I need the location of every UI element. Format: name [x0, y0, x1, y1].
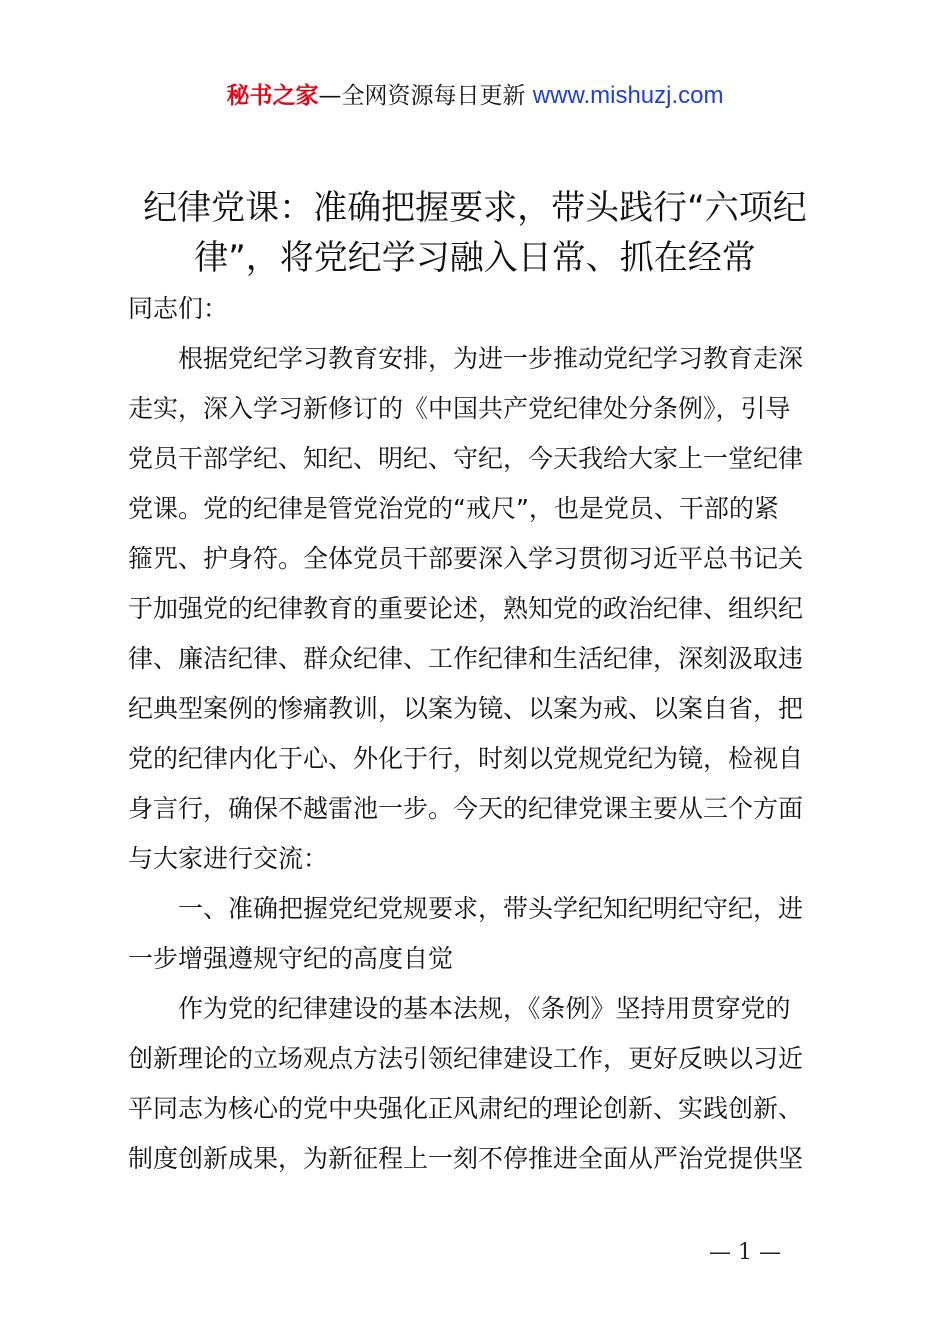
salutation: 同志们：	[128, 294, 229, 323]
body-line: 作为党的纪律建设的基本法规，《条例》坚持用贯穿党的	[178, 994, 791, 1023]
body-line: 纪典型案例的惨痛教训，以案为镜、以案为戒、以案自省，把	[128, 694, 804, 723]
section-heading-line: 一步增强遵规守纪的高度自觉	[128, 944, 454, 973]
body-line: 创新理论的立场观点方法引领纪律建设工作，更好反映以习近	[128, 1044, 804, 1073]
site-brand: 秘书之家	[226, 83, 319, 109]
body-line: 根据党纪学习教育安排，为进一步推动党纪学习教育走深	[178, 344, 804, 373]
body-line: 党课。党的纪律是管党治党的“戒尺”，也是党员、干部的紧	[128, 494, 779, 523]
document-title	[100, 183, 850, 283]
body-line: 走实，深入学习新修订的《中国共产党纪律处分条例》，引导	[128, 394, 791, 423]
body-line: 党的纪律内化于心、外化于行，时刻以党规党纪为镜，检视自	[128, 744, 804, 773]
document-body	[128, 284, 834, 1184]
body-line: 律、廉洁纪律、群众纪律、工作纪律和生活纪律，深刻汲取违	[128, 644, 804, 673]
body-line: 党员干部学纪、知纪、明纪、守纪，今天我给大家上一堂纪律	[128, 444, 804, 473]
site-banner	[0, 80, 950, 112]
body-line: 平同志为核心的党中央强化正风肃纪的理论创新、实践创新、	[128, 1094, 804, 1123]
body-line: 身言行，确保不越雷池一步。今天的纪律党课主要从三个方面	[128, 794, 804, 823]
title-line-2: 律”，将党纪学习融入日常、抓在经常	[194, 238, 756, 278]
site-tagline: —全网资源每日更新	[318, 83, 526, 109]
body-line: 箍咒、护身符。全体党员干部要深入学习贯彻习近平总书记关	[128, 544, 804, 573]
body-line: 于加强党的纪律教育的重要论述，熟知党的政治纪律、组织纪	[128, 594, 804, 623]
body-line: 与大家进行交流：	[128, 844, 329, 873]
title-line-1: 纪律党课：准确把握要求，带头践行“六项纪	[143, 188, 807, 228]
body-line: 制度创新成果，为新征程上一刻不停推进全面从严治党提供坚	[128, 1144, 804, 1173]
site-url-link[interactable]: www.mishuzj.com	[532, 82, 724, 109]
section-heading-line: 一、准确把握党纪党规要求，带头学纪知纪明纪守纪，进	[178, 894, 804, 923]
page-number: — 1 —	[709, 1240, 781, 1265]
